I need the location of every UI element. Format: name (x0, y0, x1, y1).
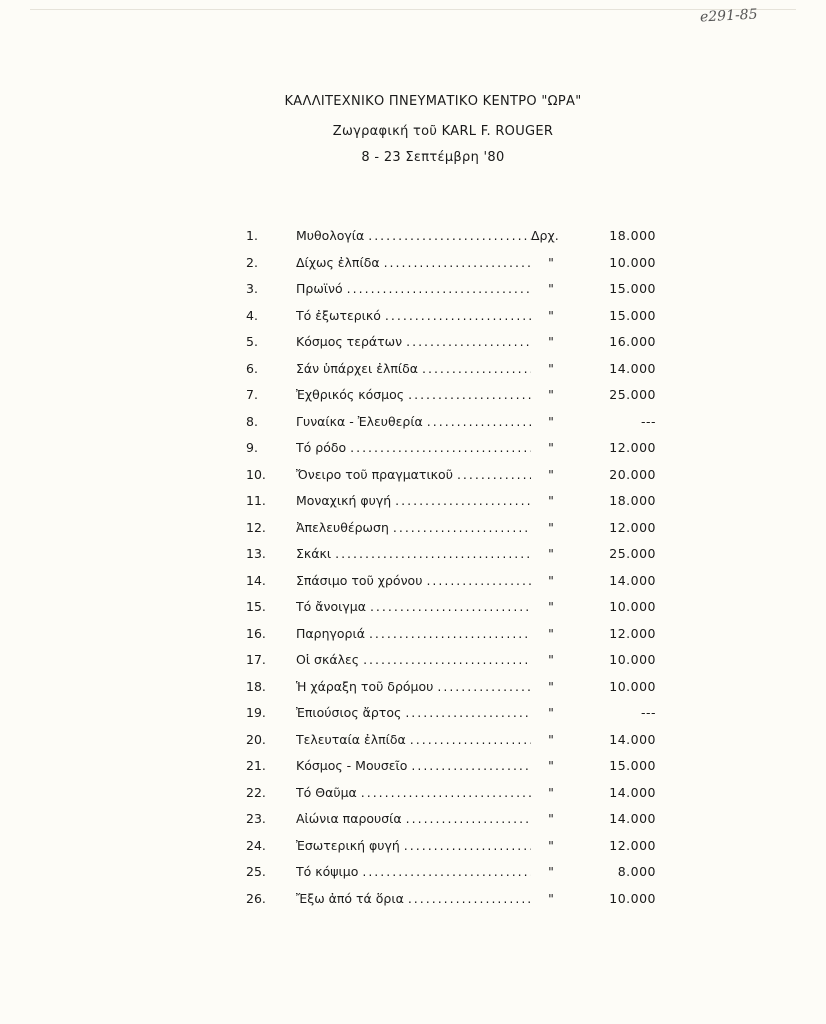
list-item (246, 308, 656, 335)
currency-ditto: " (548, 625, 554, 641)
item-title-with-leader (296, 626, 531, 641)
item-price: 12.000 (609, 837, 656, 853)
item-title-with-leader (296, 891, 531, 906)
item-title-with-leader (296, 281, 531, 296)
item-title: Τό Θαῦμα (296, 784, 357, 800)
item-price: 10.000 (609, 678, 656, 694)
item-title: Ἀπελευθέρωση (296, 519, 389, 535)
list-item (246, 440, 656, 467)
currency-ditto: " (548, 281, 554, 296)
item-number: 6. (246, 360, 258, 376)
item-price: --- (640, 705, 656, 720)
item-title: Ἔξω ἀπό τά ὅρια (296, 890, 404, 906)
dot-leader (395, 493, 531, 508)
item-title-with-leader (296, 414, 531, 429)
item-number: 25. (246, 864, 266, 879)
item-title-with-leader (296, 758, 531, 773)
item-title-with-leader (296, 652, 531, 667)
item-price: 8.000 (617, 864, 656, 879)
item-number: 23. (246, 811, 266, 826)
item-number: 2. (246, 254, 258, 270)
item-price: 20.000 (609, 466, 656, 482)
item-title: Γυναίκα - Ἐλευθερία (296, 413, 423, 429)
list-item (246, 599, 656, 626)
currency-ditto: " (548, 890, 554, 906)
item-number: 5. (246, 334, 258, 349)
item-number: 1. (246, 228, 258, 243)
list-item (246, 281, 656, 308)
item-title: Ἡ χάραξη τοῦ δρόμου (296, 678, 434, 694)
dot-leader (369, 626, 531, 641)
item-number: 26. (246, 890, 266, 906)
item-number: 12. (246, 519, 266, 535)
item-price: 10.000 (609, 652, 656, 667)
item-title-with-leader (296, 228, 531, 243)
currency-ditto: " (548, 837, 554, 853)
item-price: 14.000 (609, 784, 656, 800)
list-item (246, 891, 656, 918)
currency-ditto: " (548, 360, 554, 376)
dot-leader (368, 228, 531, 243)
currency-ditto: " (548, 440, 554, 455)
item-number: 10. (246, 466, 266, 482)
exhibition-subtitle: Ζωγραφική τοῦ KARL F. ROUGER (332, 124, 554, 139)
list-item (246, 228, 656, 255)
currency-ditto: Δρχ. (531, 228, 559, 243)
price-list (246, 228, 656, 917)
item-title-with-leader (296, 520, 531, 535)
item-price: 25.000 (609, 546, 656, 561)
currency-ditto: " (548, 254, 554, 270)
item-number: 24. (246, 837, 266, 853)
currency-ditto: " (548, 864, 554, 879)
dot-leader (410, 732, 531, 747)
item-title-with-leader (296, 732, 531, 747)
item-number: 9. (246, 440, 258, 455)
list-item (246, 546, 656, 573)
list-item (246, 334, 656, 361)
item-title: Αἰώνια παρουσία (296, 811, 402, 826)
dot-leader (361, 785, 531, 800)
item-title: Οἱ σκάλες (296, 652, 360, 667)
item-title: Κόσμος τεράτων (296, 334, 403, 349)
item-title-with-leader (296, 679, 531, 694)
item-title-with-leader (296, 864, 531, 879)
currency-ditto: " (548, 758, 554, 773)
item-number: 19. (246, 705, 266, 720)
item-title: Κόσμος - Μουσεῖο (296, 758, 408, 773)
item-number: 8. (246, 413, 258, 429)
item-price: 14.000 (609, 572, 656, 588)
item-price: 14.000 (609, 360, 656, 376)
item-title-with-leader (296, 387, 531, 402)
item-title-with-leader (296, 573, 531, 588)
list-item (246, 785, 656, 812)
item-title: Μυθολογία (296, 228, 365, 243)
item-price: 15.000 (609, 281, 656, 296)
exhibition-dates: 8 - 23 Σεπτέμβρη '80 (361, 150, 505, 165)
list-item (246, 758, 656, 785)
item-title: Τελευταία ἐλπίδα (296, 731, 406, 747)
currency-ditto: " (548, 784, 554, 800)
item-number: 17. (246, 652, 266, 667)
item-title: Δίχως ἐλπίδα (296, 254, 380, 270)
dot-leader (457, 467, 531, 482)
dot-leader (363, 652, 531, 667)
item-title: Τό ἐξωτερικό (296, 307, 381, 323)
item-number: 18. (246, 678, 266, 694)
dot-leader (393, 520, 531, 535)
item-title-with-leader (296, 361, 531, 376)
dot-leader (408, 387, 531, 402)
currency-ditto: " (548, 572, 554, 588)
dot-leader (347, 281, 531, 296)
item-title-with-leader (296, 811, 531, 826)
item-price: 14.000 (609, 731, 656, 747)
item-title: Ἐσωτερική φυγή (296, 837, 400, 853)
item-price: --- (640, 413, 656, 429)
item-number: 15. (246, 599, 266, 614)
organization-title: ΚΑΛΛΙΤΕΧΝΙΚΟ ΠΝΕΥΜΑΤΙΚΟ ΚΕΝΤΡΟ "ΩΡΑ" (284, 94, 582, 109)
item-title: Τό κόψιμο (296, 864, 359, 879)
item-number: 20. (246, 731, 266, 747)
dot-leader (422, 361, 531, 376)
item-title-with-leader (296, 334, 531, 349)
item-title: Ὄνειρο τοῦ πραγματικοῦ (296, 466, 453, 482)
list-item (246, 414, 656, 441)
item-title-with-leader (296, 705, 531, 720)
item-title-with-leader (296, 493, 531, 508)
list-item (246, 838, 656, 865)
dot-leader (370, 599, 531, 614)
item-number: 13. (246, 546, 266, 561)
item-price: 16.000 (609, 334, 656, 349)
item-title: Σάν ὑπάρχει ἐλπίδα (296, 360, 419, 376)
item-number: 21. (246, 758, 266, 773)
item-title-with-leader (296, 785, 531, 800)
item-title-with-leader (296, 467, 531, 482)
list-item (246, 864, 656, 891)
list-item (246, 679, 656, 706)
list-item (246, 493, 656, 520)
dot-leader (426, 573, 531, 588)
item-price: 14.000 (609, 811, 656, 826)
currency-ditto: " (548, 387, 554, 402)
item-price: 12.000 (609, 519, 656, 535)
item-price: 18.000 (609, 493, 656, 508)
item-price: 12.000 (609, 440, 656, 455)
dot-leader (406, 334, 531, 349)
item-number: 3. (246, 281, 258, 296)
list-item (246, 361, 656, 388)
item-number: 22. (246, 784, 266, 800)
item-title-with-leader (296, 255, 531, 270)
item-price: 12.000 (609, 625, 656, 641)
list-item (246, 652, 656, 679)
list-item (246, 732, 656, 759)
item-price: 15.000 (609, 758, 656, 773)
dot-leader (384, 255, 531, 270)
currency-ditto: " (548, 546, 554, 561)
list-item (246, 811, 656, 838)
dot-leader (350, 440, 531, 455)
dot-leader (405, 705, 531, 720)
currency-ditto: " (548, 519, 554, 535)
item-title: Ἐπιούσιος ἄρτος (296, 705, 402, 720)
item-number: 7. (246, 387, 258, 402)
currency-ditto: " (548, 466, 554, 482)
item-title: Παρηγοριά (296, 625, 365, 641)
item-number: 14. (246, 572, 266, 588)
currency-ditto: " (548, 811, 554, 826)
item-title-with-leader (296, 599, 531, 614)
dot-leader (437, 679, 531, 694)
list-item (246, 520, 656, 547)
item-price: 15.000 (609, 307, 656, 323)
dot-leader (406, 811, 531, 826)
item-price: 25.000 (609, 387, 656, 402)
dot-leader (404, 838, 531, 853)
item-title: Σπάσιμο τοῦ χρόνου (296, 572, 423, 588)
item-title-with-leader (296, 838, 531, 853)
archive-reference-mark: e291-85 (699, 6, 758, 26)
list-item (246, 573, 656, 600)
dot-leader (335, 546, 531, 561)
item-title: Τό ἄνοιγμα (296, 599, 366, 614)
currency-ditto: " (548, 413, 554, 429)
item-price: 10.000 (609, 890, 656, 906)
item-title-with-leader (296, 308, 531, 323)
item-title-with-leader (296, 440, 531, 455)
dot-leader (411, 758, 531, 773)
list-item (246, 626, 656, 653)
item-title-with-leader (296, 546, 531, 561)
item-price: 10.000 (609, 254, 656, 270)
item-number: 16. (246, 625, 266, 641)
currency-ditto: " (548, 652, 554, 667)
item-price: 10.000 (609, 599, 656, 614)
item-number: 11. (246, 493, 266, 508)
currency-ditto: " (548, 599, 554, 614)
currency-ditto: " (548, 307, 554, 323)
currency-ditto: " (548, 731, 554, 747)
currency-ditto: " (548, 493, 554, 508)
page-edge-line (30, 9, 796, 10)
item-title: Μοναχική φυγή (296, 493, 392, 508)
dot-leader (427, 414, 531, 429)
dot-leader (408, 891, 531, 906)
dot-leader (385, 308, 531, 323)
item-title: Τό ρόδο (296, 440, 347, 455)
currency-ditto: " (548, 678, 554, 694)
dot-leader (362, 864, 531, 879)
list-item (246, 467, 656, 494)
item-number: 4. (246, 307, 258, 323)
item-price: 18.000 (609, 228, 656, 243)
currency-ditto: " (548, 334, 554, 349)
item-title: Πρωϊνό (296, 281, 343, 296)
list-item (246, 705, 656, 732)
item-title: Ἐχθρικός κόσμος (296, 387, 405, 402)
list-item (246, 255, 656, 282)
currency-ditto: " (548, 705, 554, 720)
item-title: Σκάκι (296, 546, 332, 561)
list-item (246, 387, 656, 414)
